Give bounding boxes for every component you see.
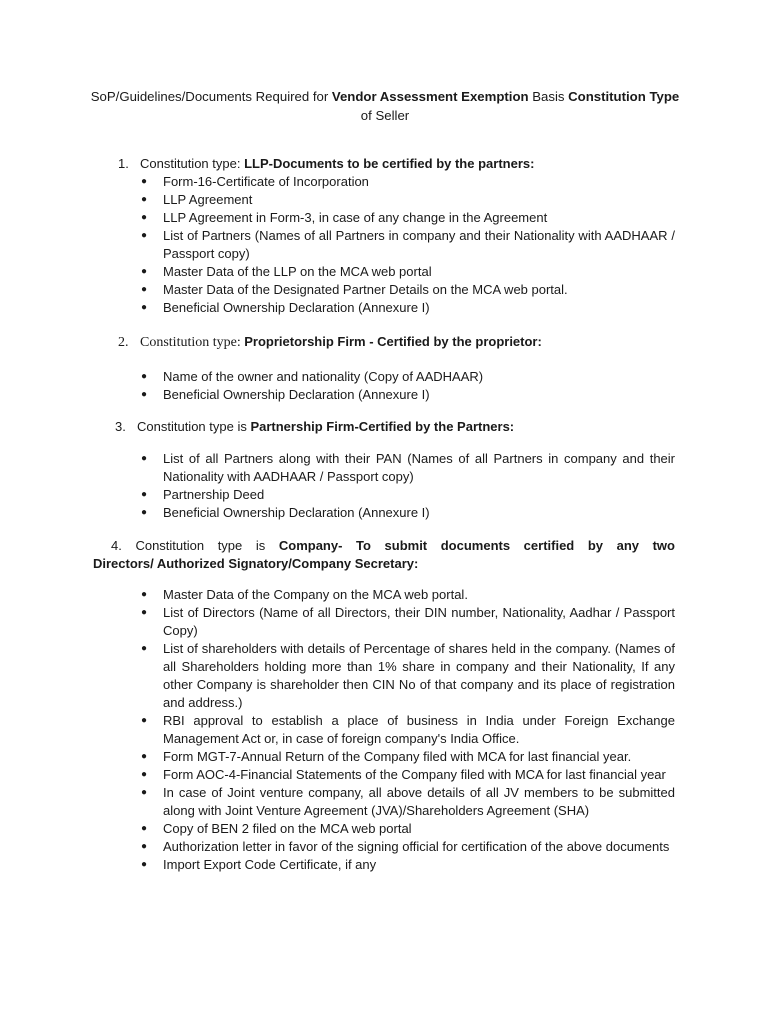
section-bold-title-line-2: Directors/ Authorized Signatory/Company Secretary: — [93, 556, 419, 571]
section-1-list — [140, 173, 675, 317]
list-item: ● Name of the owner and nationality (Copy of AADHAAR) — [163, 368, 675, 386]
list-item: ● List of shareholders with details of Percentage of shares held in the company. (Names of all Shareholders holding more than 1% share in company and their Nationality, If any other Company is shareholder then CIN No of that company and its place of registration and address.) — [163, 640, 675, 712]
list-item: ● Authorization letter in favor of the signing official for certification of the above documents — [163, 838, 675, 856]
section-number: 3. — [115, 419, 126, 434]
section-bold-title: Proprietorship Firm - Certified by the proprietor: — [244, 334, 542, 349]
bullet-icon: ● — [140, 453, 148, 464]
list-item: ● Form AOC-4-Financial Statements of the Company filed with MCA for last financial year — [163, 766, 675, 784]
section-4-list — [140, 586, 675, 874]
list-item: ● List of Directors (Name of all Directors, their DIN number, Nationality, Aadhar / Passport Copy) — [163, 604, 675, 640]
bullet-icon: ● — [140, 176, 148, 187]
bullet-icon: ● — [140, 489, 148, 500]
section-4-heading-line-1 — [93, 537, 675, 555]
bullet-icon: ● — [140, 371, 148, 382]
title-part: Basis — [528, 89, 569, 104]
section-bold-title: Partnership Firm-Certified by the Partners: — [250, 419, 515, 434]
section-4-heading — [93, 537, 675, 573]
list-item: ● Beneficial Ownership Declaration (Annexure I) — [163, 504, 675, 522]
list-item: ● In case of Joint venture company, all above details of all JV members to be submitted along with Joint Venture Agreement (JVA)/Shareholders Agreement (SHA) — [163, 784, 675, 820]
list-item: ● RBI approval to establish a place of business in India under Foreign Exchange Management Act or, in case of foreign company's India Office. — [163, 712, 675, 748]
list-item: ● Form MGT-7-Annual Return of the Company filed with MCA for last financial year. — [163, 748, 675, 766]
section-2-heading — [118, 333, 678, 352]
bullet-icon: ● — [140, 769, 148, 780]
section-3-list — [140, 450, 675, 522]
bullet-icon: ● — [140, 284, 148, 295]
section-number: 2. — [118, 335, 129, 350]
list-item: ● Master Data of the Designated Partner Details on the MCA web portal. — [163, 281, 675, 299]
list-item: ● Beneficial Ownership Declaration (Annexure I) — [163, 299, 675, 317]
section-number: 4. — [111, 538, 122, 553]
list-item: ● Master Data of the Company on the MCA web portal. — [163, 586, 675, 604]
list-item: ● Master Data of the LLP on the MCA web portal — [163, 263, 675, 281]
bullet-icon: ● — [140, 212, 148, 223]
bullet-icon: ● — [140, 389, 148, 400]
section-bold-title: Company- To submit documents certified by any two — [278, 538, 675, 553]
section-prefix: Constitution type: — [140, 156, 245, 171]
list-item: ● Form-16-Certificate of Incorporation — [163, 173, 675, 191]
section-2-list — [140, 368, 675, 404]
title-part: SoP/Guidelines/Documents Required for — [90, 89, 332, 104]
section-bold-title: LLP-Documents to be certified by the partners: — [244, 156, 535, 171]
list-item: ● Partnership Deed — [163, 486, 675, 504]
bullet-icon: ● — [140, 194, 148, 205]
list-item: ● Import Export Code Certificate, if any — [163, 856, 675, 874]
bullet-icon: ● — [140, 507, 148, 518]
list-item: ● LLP Agreement — [163, 191, 675, 209]
title-bold-part: Constitution Type — [568, 89, 680, 104]
list-item: ● Copy of BEN 2 filed on the MCA web portal — [163, 820, 675, 838]
bullet-icon: ● — [140, 841, 148, 852]
bullet-icon: ● — [140, 859, 148, 870]
document-title — [90, 87, 680, 125]
title-bold-part: Vendor Assessment Exemption — [331, 89, 529, 104]
list-item: ● LLP Agreement in Form-3, in case of any change in the Agreement — [163, 209, 675, 227]
section-prefix: Constitution type is — [135, 538, 279, 553]
section-prefix: Constitution type: — [140, 335, 245, 350]
bullet-icon: ● — [140, 589, 148, 600]
section-3-heading — [115, 418, 675, 436]
list-item: ● Beneficial Ownership Declaration (Annexure I) — [163, 386, 675, 404]
bullet-icon: ● — [140, 823, 148, 834]
list-item: ● List of Partners (Names of all Partners in company and their Nationality with AADHAAR / Passport copy) — [163, 227, 675, 263]
list-item: ● List of all Partners along with their PAN (Names of all Partners in company and their Nationality with AADHAAR / Passport copy) — [163, 450, 675, 486]
section-prefix: Constitution type is — [137, 419, 251, 434]
bullet-icon: ● — [140, 302, 148, 313]
bullet-icon: ● — [140, 787, 148, 798]
bullet-icon: ● — [140, 266, 148, 277]
title-part: of Seller — [360, 108, 410, 123]
bullet-icon: ● — [140, 607, 148, 618]
bullet-icon: ● — [140, 643, 148, 654]
bullet-icon: ● — [140, 715, 148, 726]
section-number: 1. — [118, 156, 129, 171]
section-1-heading — [118, 155, 678, 173]
bullet-icon: ● — [140, 230, 148, 241]
bullet-icon: ● — [140, 751, 148, 762]
